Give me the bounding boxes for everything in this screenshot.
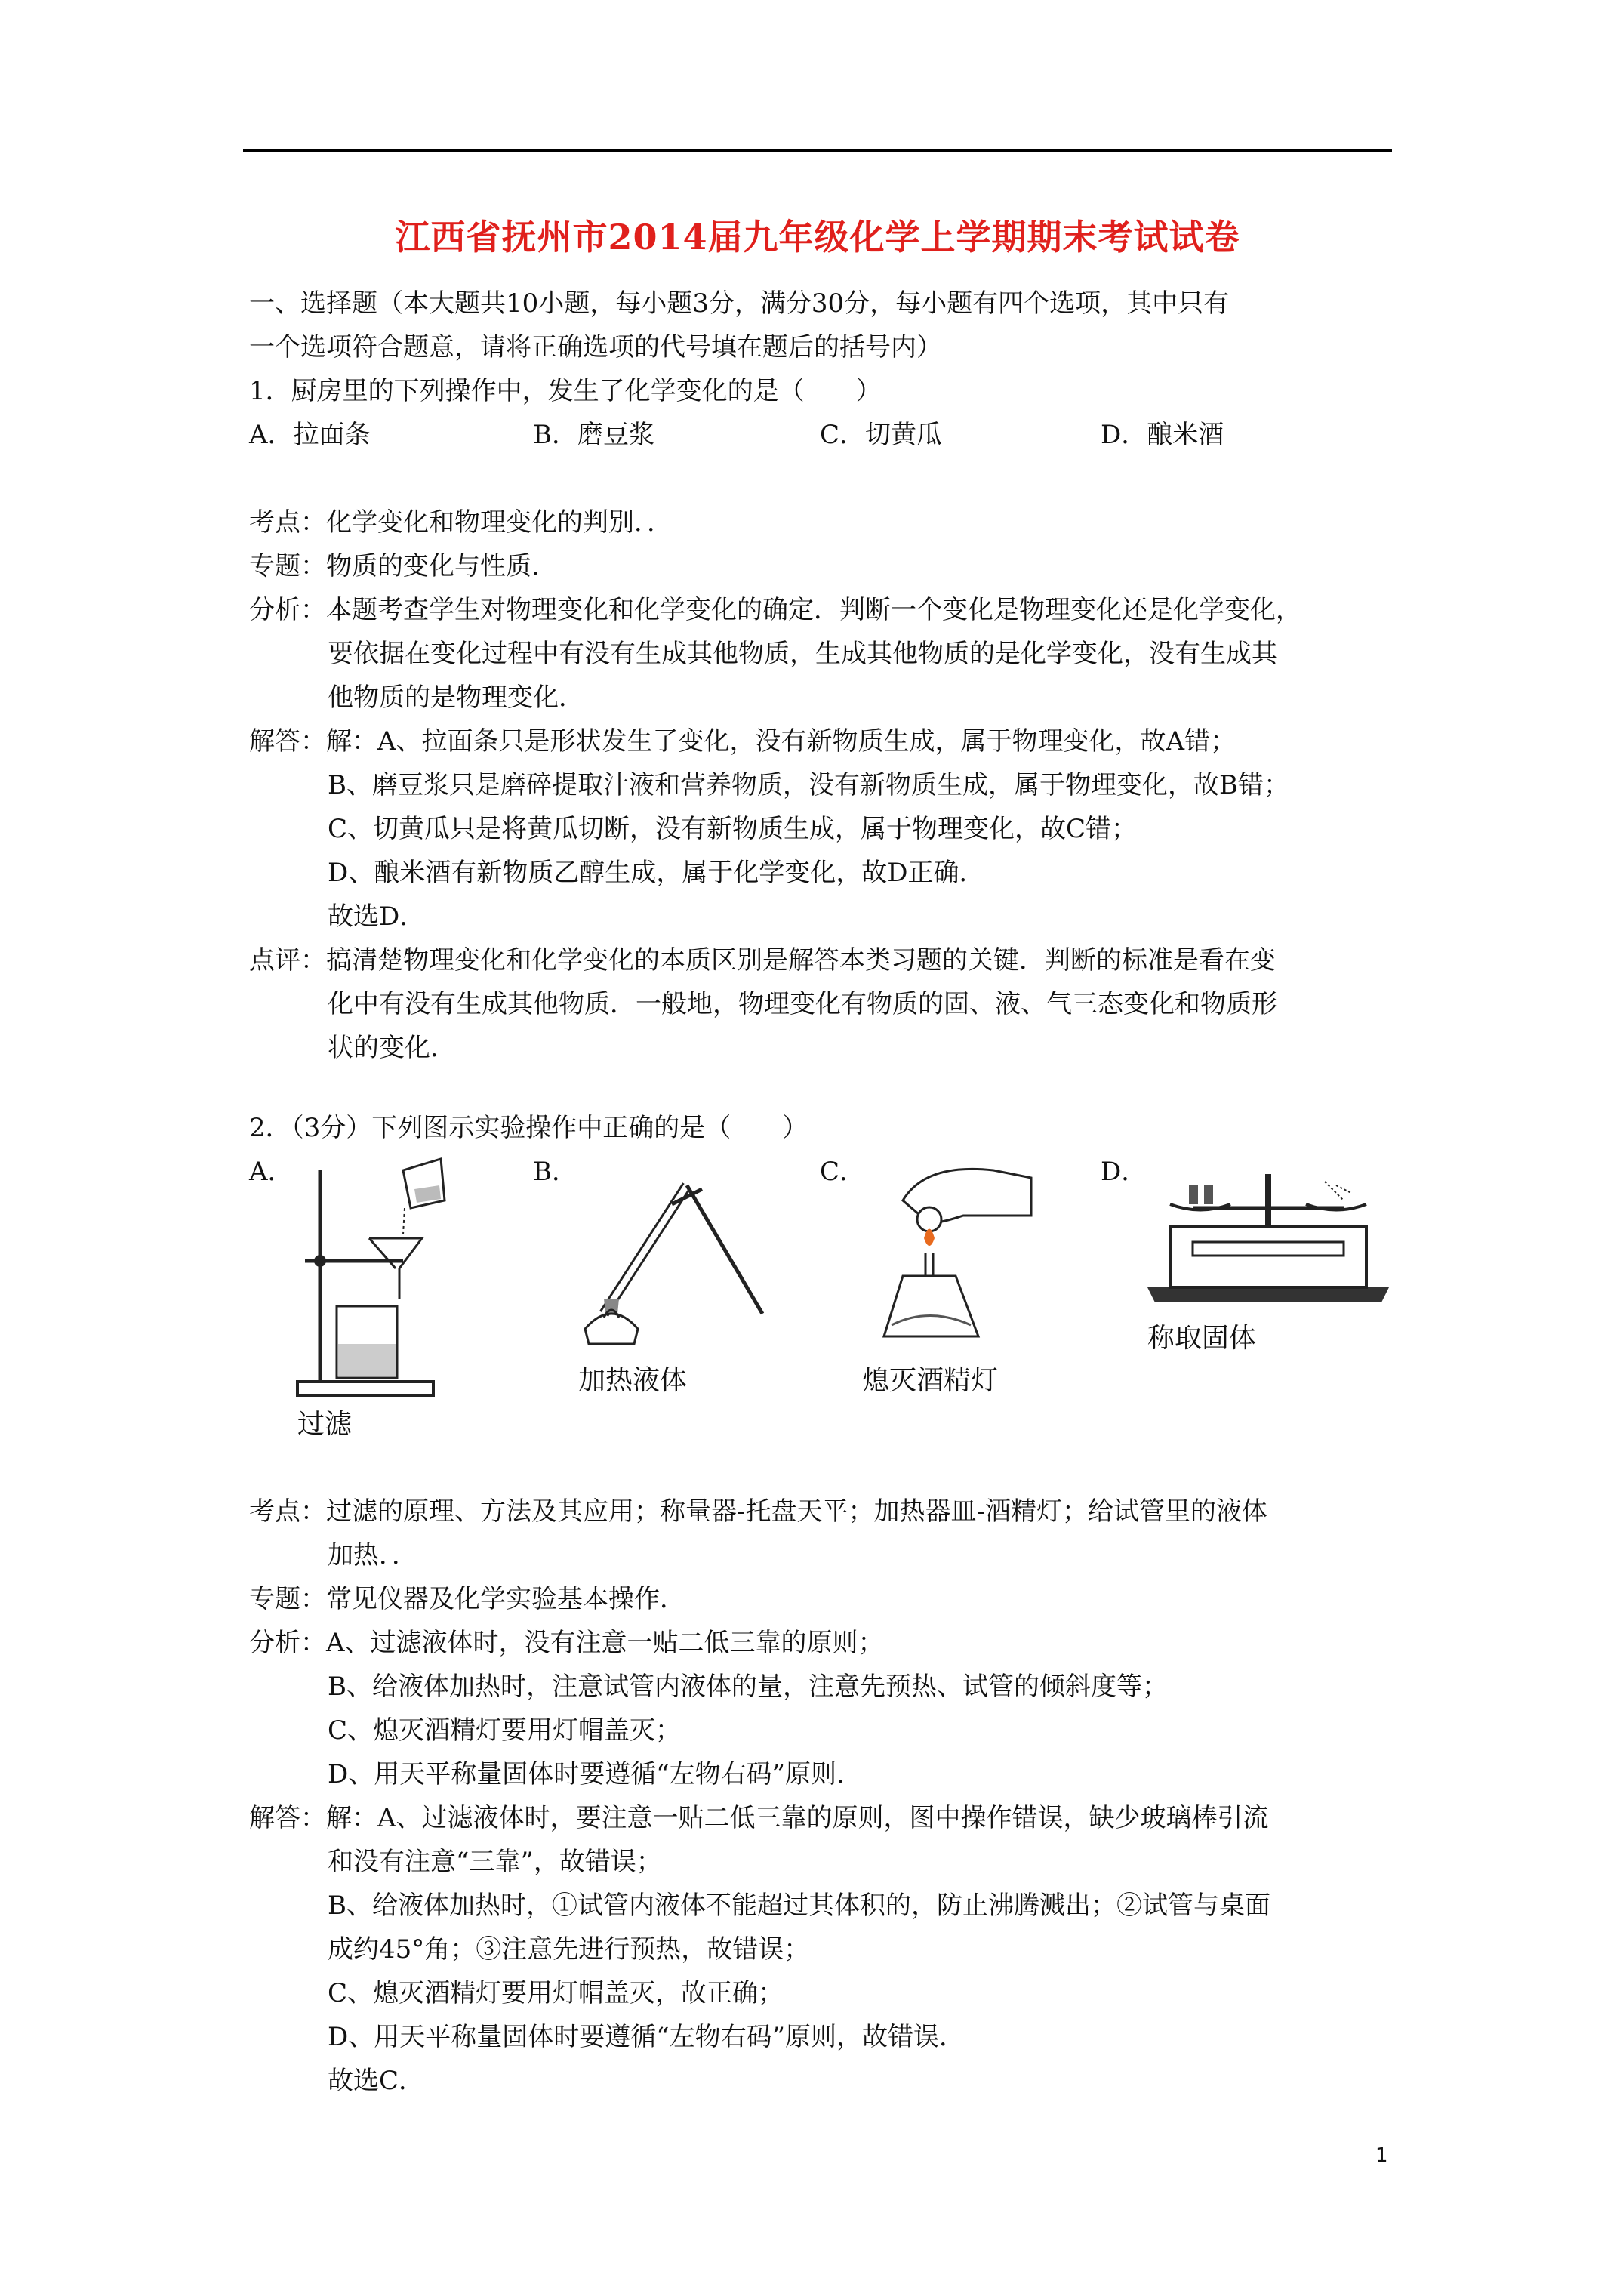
q1-jieda-5: 故选D．	[328, 901, 426, 932]
q2-stem: 2．（3分）下列图示实验操作中正确的是（ ）	[249, 1113, 808, 1143]
q2-fenxi-2: B、给液体加热时，注意试管内液体的量，注意先预热、试管的倾斜度等；	[328, 1672, 1168, 1702]
q1-jieda-3: C、切黄瓜只是将黄瓜切断，没有新物质生成，属于物理变化，故C错；	[328, 814, 1138, 844]
caption-extinguish-lamp: 熄灭酒精灯	[862, 1365, 999, 1396]
q2-kaodian-1: 考点：过滤的原理、方法及其应用；称量器-托盘天平；加热器皿-酒精灯；给试管里的液体	[249, 1496, 1267, 1527]
heating-liquid-figure	[574, 1163, 770, 1351]
q2-option-d-letter: D．	[1101, 1157, 1147, 1187]
q1-option-a: A．拉面条	[249, 420, 371, 450]
header-rule	[243, 149, 1392, 152]
q1-kaodian: 考点：化学变化和物理变化的判别．．	[249, 507, 673, 538]
caption-heating-liquid: 加热液体	[578, 1365, 688, 1396]
caption-filtration: 过滤	[297, 1409, 353, 1440]
q2-fenxi-3: C、熄灭酒精灯要用灯帽盖灭；	[328, 1715, 682, 1746]
q1-option-b: B．磨豆浆	[533, 420, 654, 450]
balance-figure	[1147, 1159, 1389, 1310]
q1-jieda-2: B、磨豆浆只是磨碎提取汁液和营养物质，没有新物质生成，属于物理变化，故B错；	[328, 770, 1289, 800]
q2-jieda-6: D、用天平称量固体时要遵循“左物右码”原则，故错误．	[328, 2022, 965, 2052]
q1-jieda-4: D、酿米酒有新物质乙醇生成，属于化学变化，故D正确．	[328, 858, 985, 888]
section-heading-line1: 一、选择题（本大题共10小题，每小题3分，满分30分，每小题有四个选项，其中只有	[249, 288, 1230, 319]
q2-jieda-2: 和没有注意“三靠”，故错误；	[328, 1847, 662, 1877]
q2-option-b-letter: B．	[533, 1157, 577, 1187]
q1-fenxi-3: 他物质的是物理变化．	[328, 683, 584, 713]
q2-jieda-7: 故选C．	[328, 2066, 425, 2096]
q2-option-a-letter: A．	[249, 1157, 294, 1187]
q2-kaodian-2: 加热．．	[328, 1540, 417, 1570]
document-title: 江西省抚州市2014届九年级化学上学期期末考试试卷	[395, 217, 1240, 257]
q1-dianping-3: 状的变化．	[328, 1033, 456, 1063]
q1-stem: 1．厨房里的下列操作中，发生了化学变化的是（ ）	[249, 376, 882, 406]
q2-zhuanti: 专题：常见仪器及化学实验基本操作．	[249, 1584, 685, 1614]
caption-weigh-solid: 称取固体	[1147, 1323, 1257, 1354]
q2-jieda-3: B、给液体加热时，①试管内液体不能超过其体积的，防止沸腾溅出；②试管与桌面	[328, 1891, 1270, 1921]
extinguish-lamp-figure	[858, 1155, 1039, 1351]
q2-option-c-letter: C．	[820, 1157, 866, 1187]
q1-fenxi-2: 要依据在变化过程中有没有生成其他物质，生成其他物质的是化学变化，没有生成其	[328, 639, 1277, 669]
page-number: 1	[1375, 2144, 1388, 2167]
q1-option-d: D．酿米酒	[1101, 420, 1224, 450]
q2-fenxi-1: 分析：A、过滤液体时，没有注意一贴二低三靠的原则；	[249, 1628, 884, 1658]
q1-fenxi-1: 分析：本题考查学生对物理变化和化学变化的确定．判断一个变化是物理变化还是化学变化，	[249, 595, 1301, 625]
q1-zhuanti: 专题：物质的变化与性质．	[249, 551, 557, 581]
filtration-figure	[290, 1155, 448, 1404]
section-heading-line2: 一个选项符合题意，请将正确选项的代号填在题后的括号内）	[249, 332, 942, 362]
q2-fenxi-4: D、用天平称量固体时要遵循“左物右码”原则．	[328, 1759, 863, 1789]
q2-jieda-4: 成约45°角；③注意先进行预热，故错误；	[328, 1934, 810, 1965]
q2-jieda-1: 解答：解：A、过滤液体时，要注意一贴二低三靠的原则，图中操作错误，缺少玻璃棒引流	[249, 1803, 1269, 1833]
q1-option-c: C．切黄瓜	[820, 420, 943, 450]
q1-dianping-2: 化中有没有生成其他物质．一般地，物理变化有物质的固、液、气三态变化和物质形	[328, 989, 1277, 1019]
q1-dianping-1: 点评：搞清楚物理变化和化学变化的本质区别是解答本类习题的关键．判断的标准是看在变	[249, 945, 1276, 975]
q1-jieda-1: 解答：解：A、拉面条只是形状发生了变化，没有新物质生成，属于物理变化，故A错；	[249, 726, 1236, 757]
q2-jieda-5: C、熄灭酒精灯要用灯帽盖灭，故正确；	[328, 1978, 784, 2008]
